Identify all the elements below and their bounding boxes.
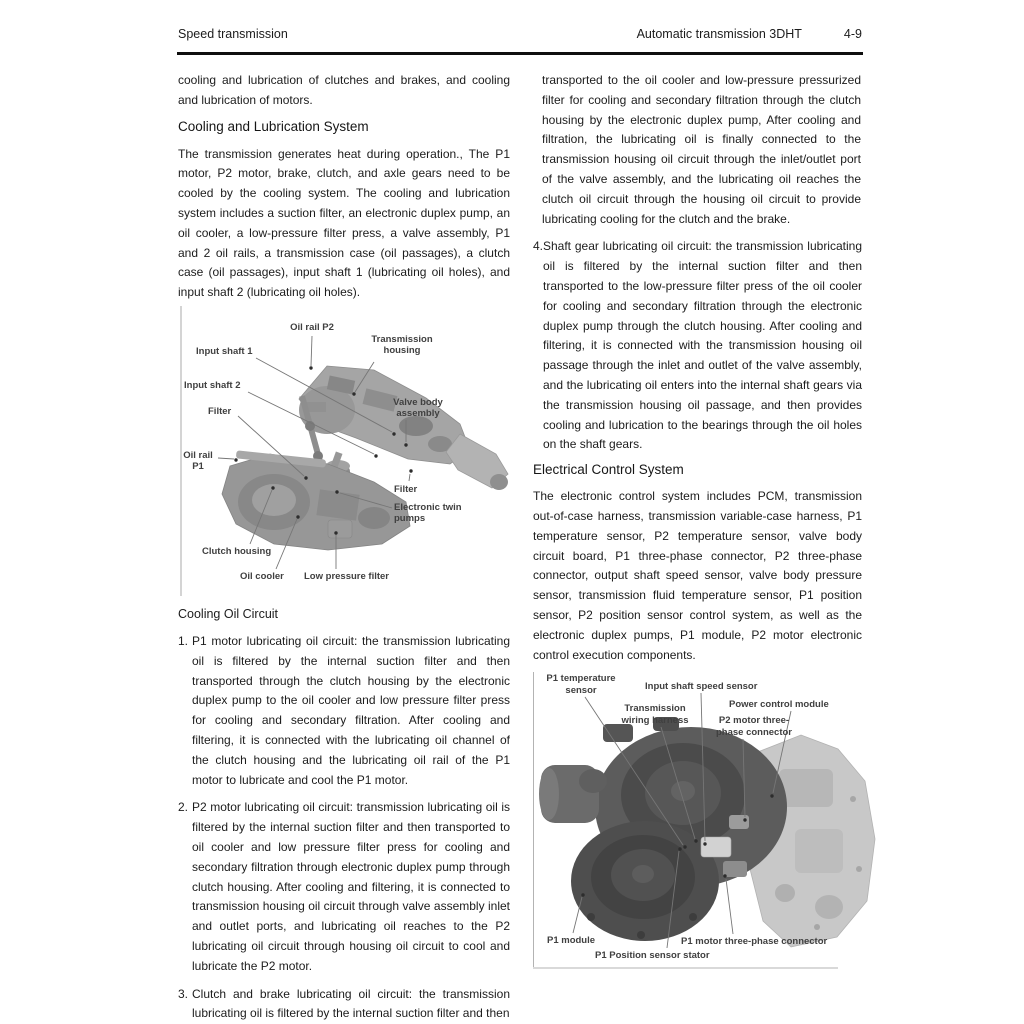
cooling-section-paragraph: The transmission generates heat during operation., The P1 motor, P2 motor, brake, clutch, and axle gears need to be cooled by the cooling system. The cooling and lubrication system includes a suction filter, an electronic duplex pump, an oil cooler, a low-pressure filter press, a valve assembly, P1 and 2 oil rails, a transmission case (oil passages), a clutch case (oil passages), input shaft 1 (lubricating oil holes), and input shaft 2 (lubricating oil holes).: [178, 146, 510, 300]
figure2-illustration: [533, 669, 880, 969]
figure2-label-p1-position-sensor-stator: P1 Position sensor stator: [595, 950, 710, 962]
figure2-label-p1-temperature-sensor: P1 temperature sensor: [546, 673, 616, 696]
right-column: [533, 68, 880, 1024]
figure1-label-input-shaft-1: Input shaft 1: [196, 345, 253, 357]
figure2-label-p1-motor-three-phase-connector: P1 motor three-phase connector: [681, 936, 828, 948]
list-item-3-text: Clutch and brake lubricating oil circuit: the transmission lubricating oil is filtered by the internal suction filter and then: [192, 986, 510, 1021]
continuation-paragraph: transported to the oil cooler and low-pressure pressurized filter for cooling and secondary filtration through the clutch housing by the electronic duplex pump, After cooling and filtration, the lubricating oil is finally connected to the transmission housing oil circuit through the inlet/outlet port of the valve assembly, and the lubricating oil reaches the clutch oil circuit through the housing oil circuit to provide lubricating cooling for the clutch and the brake.: [542, 73, 861, 226]
figure2-label-transmission-wiring-harness: Transmission wiring harness: [621, 703, 689, 726]
list-item-4-text: Shaft gear lubricating oil circuit: the transmission lubricating oil is filtered by the internal suction filter and then transported to the low-pressure filter press of the oil cooler for cooling and secondary filtration through the electronic duplex pump through the clutch housing. After cooling and filtering, it is connected with the transmission housing oil passage through the inlet and outlet of the valve assembly, and the lubricating oil enters into the internal shaft gears via the transmission housing oil passage, and then provides cooling and lubrication to the bearings through the oil holes on the shaft gears.: [543, 239, 862, 452]
figure1-label-input-shaft-2: Input shaft 2: [184, 379, 241, 391]
figure1-label-oil-rail-p2: Oil rail P2: [290, 321, 334, 333]
list-item-2-number: 2.: [178, 800, 189, 815]
figure1-label-clutch-housing: Clutch housing: [202, 545, 272, 557]
figure1-label-filter-right: Filter: [394, 483, 418, 495]
list-item-1: [178, 632, 510, 790]
header-right-title: Automatic transmission 3DHT: [636, 27, 802, 41]
page-content: [178, 68, 880, 1024]
figure1-label-valve-body-assembly: Valve body assembly: [393, 396, 443, 420]
figure1-label-transmission-housing: Transmission housing: [371, 333, 433, 357]
header-left-title: Speed transmission: [178, 27, 288, 41]
figure1-label-filter-top: Filter: [208, 405, 232, 417]
list-item-4-number: 4.: [533, 239, 544, 254]
header-rule: [177, 52, 863, 55]
section-heading-cooling: Cooling and Lubrication System: [178, 118, 369, 134]
list-item-3-number: 3.: [178, 986, 189, 1001]
intro-paragraph: cooling and lubrication of clutches and brakes, and cooling and lubrication of motors.: [178, 73, 510, 107]
list-item-1-number: 1.: [178, 633, 189, 648]
subheading-cooling-oil-circuit: Cooling Oil Circuit: [178, 606, 279, 621]
figure1-label-oil-rail-p1: Oil rail P1: [183, 449, 213, 473]
page-header: [178, 27, 862, 41]
list-item-2: [178, 798, 510, 976]
list-item-3: [178, 985, 510, 1024]
figure2-label-power-control-module: Power control module: [729, 699, 829, 711]
figure2-label-p2-motor-three-phase-connector: P2 motor three-phase connector: [715, 715, 793, 738]
figure-cooling-system: [178, 306, 510, 598]
figure1-label-electronic-twin-pumps: Electronic twin pumps: [394, 501, 462, 525]
electrical-section-paragraph: The electronic control system includes PCM, transmission out-of-case harness, transmission variable-case harness, P1 temperature sensor, P2 temperature sensor, valve body circuit board, P1 three-phase connector, P2 three-phase connector, output shaft speed sensor, valve body pressure sensor, transmission fluid temperature sensor, P1 position sensor, P2 position sensor control system, as well as the electronic duplex pumps, P1 module, P2 motor electronic control execution components.: [533, 489, 862, 662]
figure1-label-oil-cooler: Oil cooler: [240, 570, 284, 582]
list-item-2-text: P2 motor lubricating oil circuit: transmission lubricating oil is filtered by the internal suction filter and then transported to oil cooler and low pressure filter press for cooling and secondary filtration through electronic duplex pump through clutch housing. After cooling and filtering, it is connected to transmission housing oil circuit through valve assembly inlet and outlet ports, and lubricating oil reaches to the P2 lubricating oil circuit through housing oil circuit to cool and lubricate the P2 motor.: [192, 800, 510, 973]
section-heading-electrical: Electrical Control System: [533, 462, 684, 478]
figure1-label-low-pressure-filter: Low pressure filter: [304, 570, 389, 582]
list-item-4: [533, 237, 862, 455]
figure2-label-p1-module: P1 module: [547, 935, 596, 947]
page-number: 4-9: [843, 27, 862, 41]
figure-electrical-control: [533, 669, 880, 969]
figure2-label-input-shaft-speed-sensor: Input shaft speed sensor: [645, 681, 758, 693]
left-column: [178, 68, 510, 1024]
list-item-1-text: P1 motor lubricating oil circuit: the transmission lubricating oil is filtered by the internal suction filter and then transported through the clutch housing by the electronic duplex pump to the oil cooler and low pressure filter press for cooling and secondary filtration. After cooling and filtering, it is connected with the lubricating oil channel of the clutch housing and the lubricating oil rail of the P1 motor to lubricate and cool the P1 motor.: [192, 633, 510, 787]
